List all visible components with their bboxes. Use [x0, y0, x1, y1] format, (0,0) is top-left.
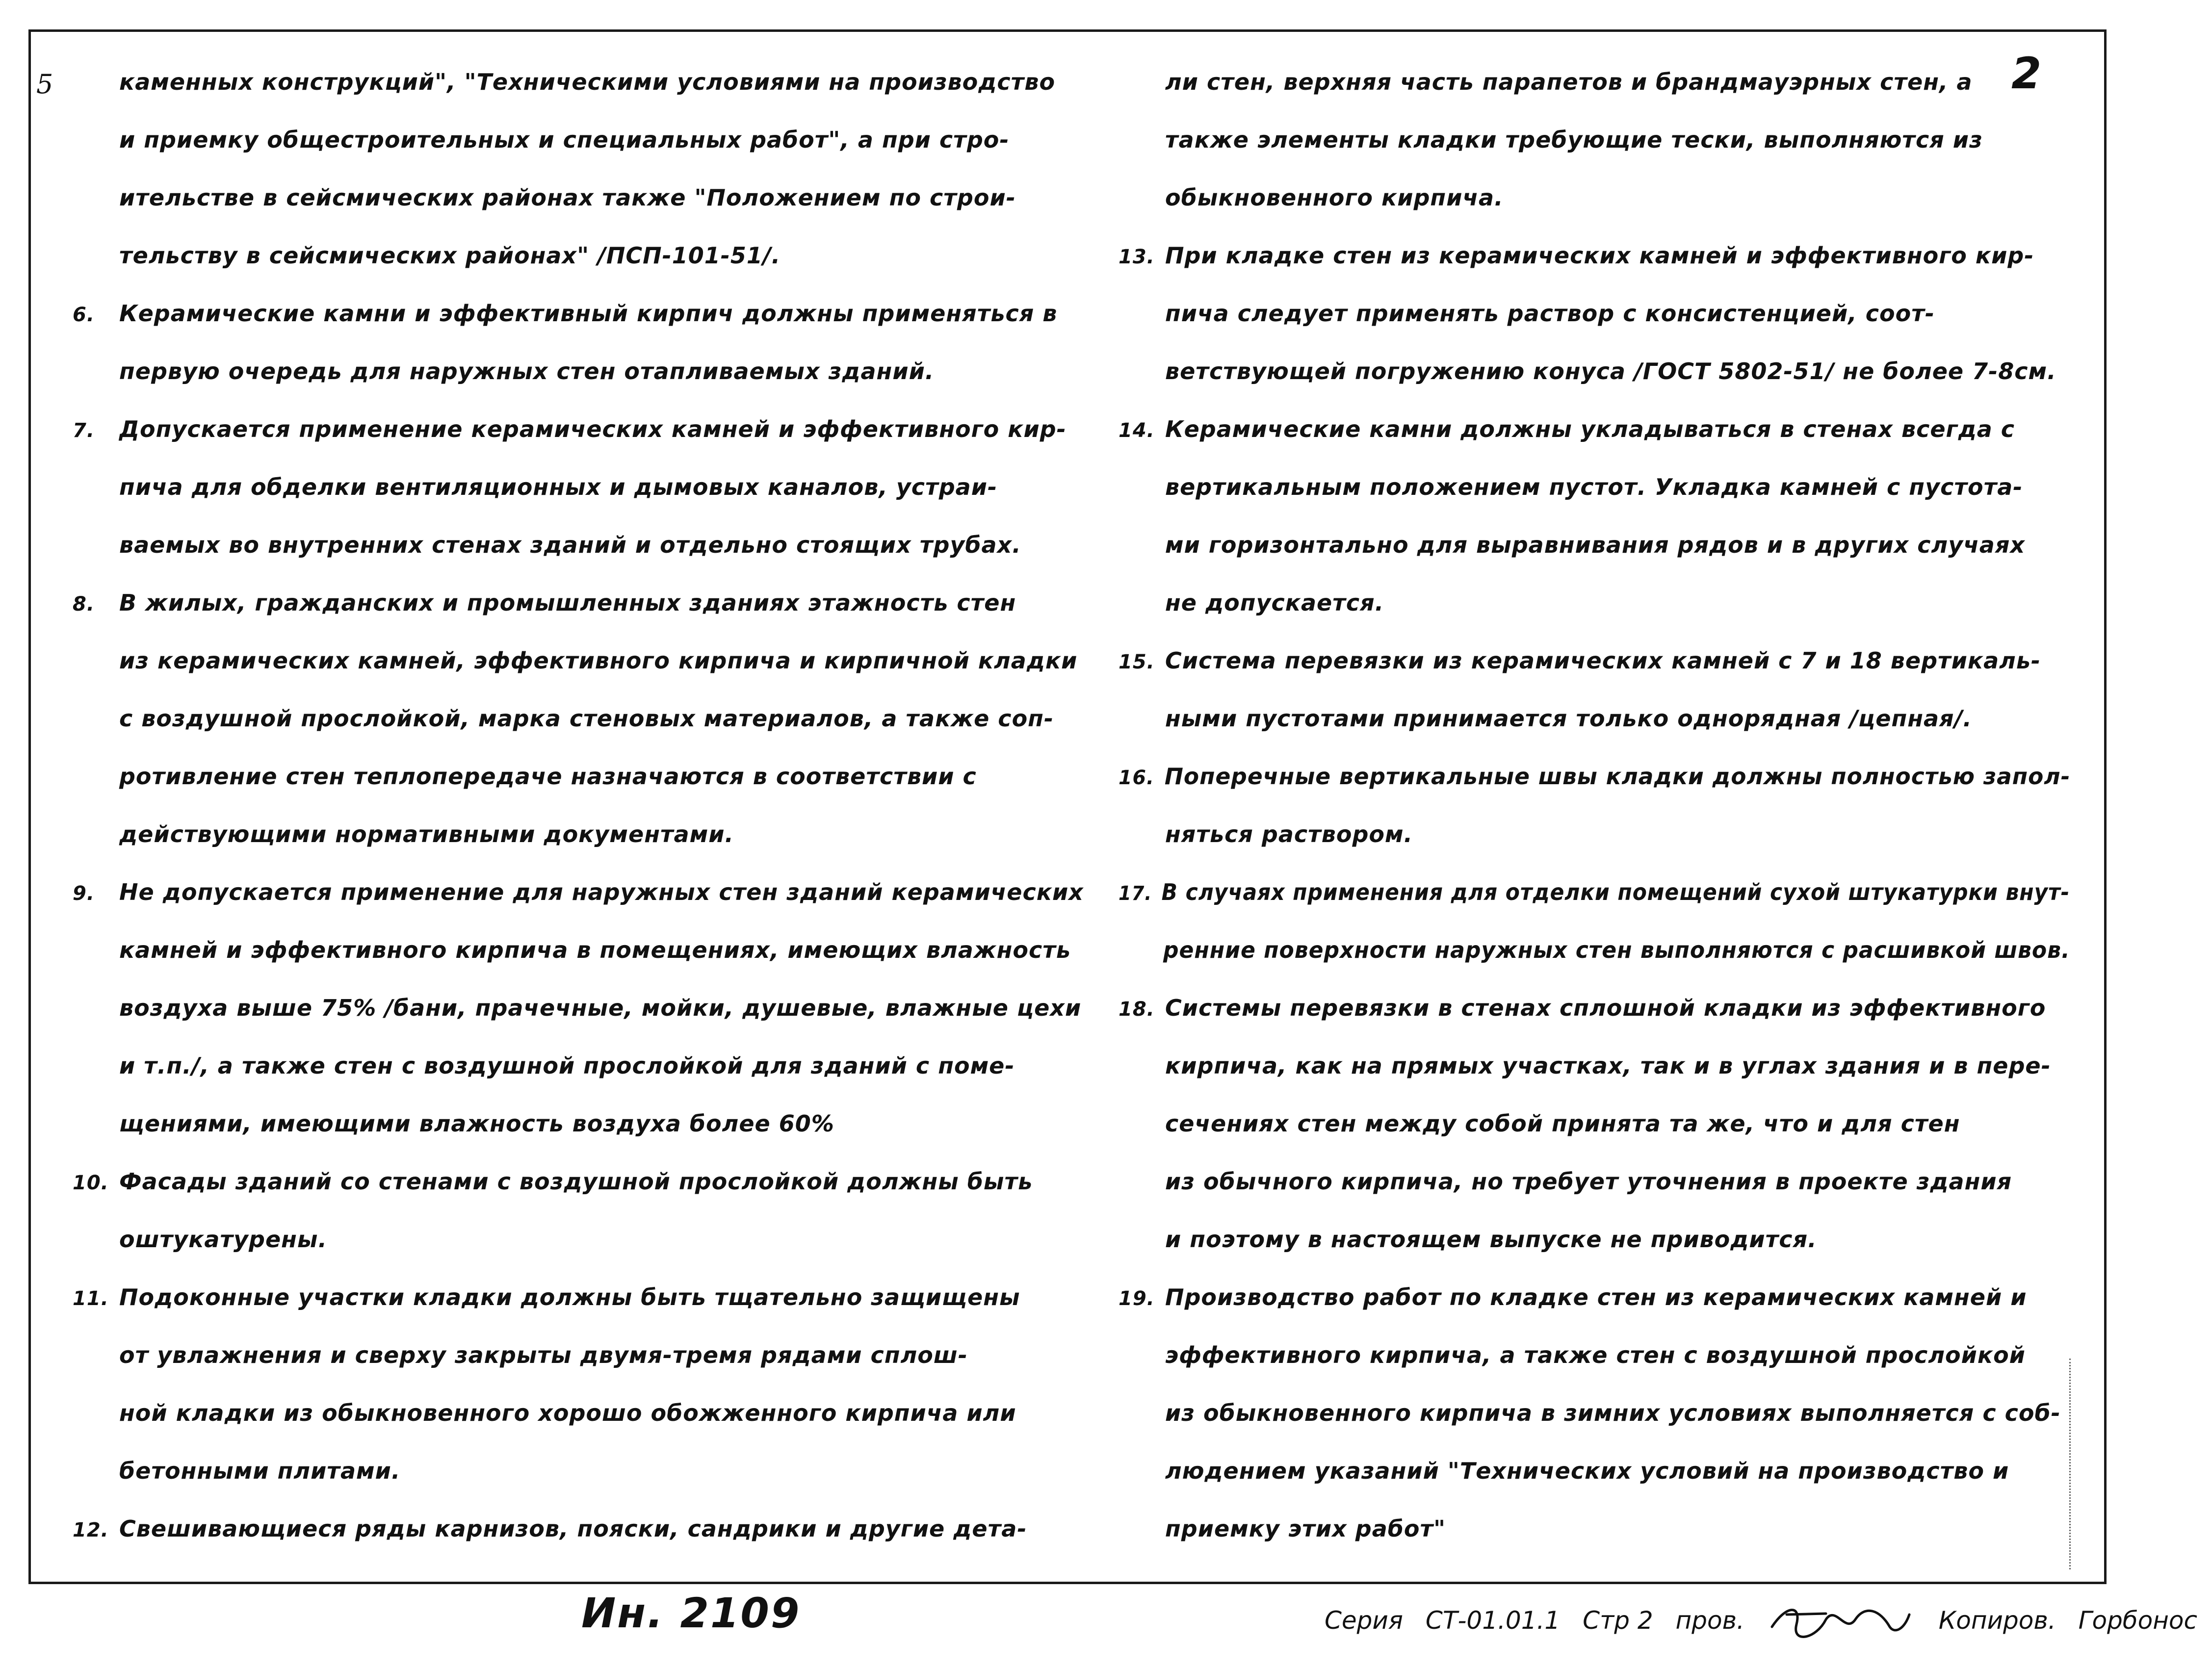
line-text: Не допускается применение для наружных стен зданий керамических	[119, 879, 1084, 905]
right-column-line	[1119, 342, 2070, 400]
line-text: Свешивающиеся ряды карнизов, пояски, сандрики и другие дета-	[119, 1515, 1027, 1542]
line-text: няться раствором.	[1165, 821, 1413, 847]
line-text: Системы перевязки в стенах сплошной кладки из эффективного	[1165, 995, 2046, 1021]
right-column-line	[1119, 53, 2070, 111]
right-column-line	[1119, 1442, 2070, 1500]
right-column-line	[1119, 1500, 2070, 1558]
line-text: Керамические камни и эффективный кирпич должны применяться в	[119, 300, 1058, 327]
right-column-line	[1119, 747, 2071, 805]
right-column-line	[1119, 169, 2070, 227]
left-column-line	[73, 1095, 1083, 1153]
title-block	[1325, 1600, 2212, 1659]
line-text: ными пустотами принимается только однорядная /цепная/.	[1165, 705, 1972, 732]
line-text: Фасады зданий со стенами с воздушной прослойкой должны быть	[119, 1168, 1033, 1195]
right-column-line	[1119, 805, 2070, 863]
left-column-line	[73, 111, 1083, 169]
left-column-line	[73, 979, 1083, 1037]
right-column-line	[1119, 111, 2070, 169]
right-column-line	[1119, 1384, 2070, 1442]
paragraph-number: 19.	[1119, 1287, 1155, 1310]
paragraph-number: 8.	[73, 593, 95, 616]
line-text: ми горизонтально для выравнивания рядов и в других случаях	[1165, 532, 2026, 558]
line-text: воздуха выше 75% /бани, прачечные, мойки, душевые, влажные цехи	[119, 995, 1082, 1021]
right-column-line	[1119, 1326, 2070, 1384]
paragraph-number: 14.	[1119, 419, 1155, 442]
right-column	[1119, 53, 2070, 1558]
left-column	[73, 53, 1083, 1558]
line-text: тельству в сейсмических районах" /ПСП-101-51/.	[119, 242, 781, 269]
left-column-line	[73, 284, 1083, 342]
left-column-line	[73, 747, 1083, 805]
line-text: и приемку общестроительных и специальных работ", а при стро-	[119, 127, 1010, 153]
line-text: эффективного кирпича, а также стен с воздушной прослойкой	[1165, 1342, 2026, 1368]
left-column-line	[73, 1500, 1083, 1558]
line-text: Производство работ по кладке стен из керамических камней и	[1165, 1284, 2027, 1310]
right-column-line	[1119, 863, 2070, 921]
copied-label: Копиров.	[1938, 1606, 2056, 1635]
inventory-number: Ин. 2109	[581, 1589, 801, 1637]
left-column-line	[73, 690, 1083, 747]
line-text: первую очередь для наружных стен отапливаемых зданий.	[119, 358, 935, 385]
line-text: и поэтому в настоящем выпуске не приводится.	[1165, 1226, 1817, 1253]
line-text: ли стен, верхняя часть парапетов и брандмауэрных стен, а	[1165, 69, 1973, 95]
line-text: не допускается.	[1165, 590, 1384, 616]
right-column-line	[1119, 632, 2070, 690]
right-column-line	[1119, 1210, 2070, 1268]
right-column-line	[1119, 1268, 2070, 1326]
sheet-page: Стр 2	[1583, 1606, 1653, 1635]
right-column-line	[1119, 284, 2070, 342]
left-column-line	[73, 1442, 1083, 1500]
line-text: также элементы кладки требующие тески, выполняются из	[1165, 127, 1983, 153]
left-column-line	[73, 516, 1083, 574]
line-text: Система перевязки из керамических камней с 7 и 18 вертикаль-	[1165, 647, 2041, 674]
left-column-line	[73, 169, 1083, 227]
line-text: ваемых во внутренних стенах зданий и отдельно стоящих трубах.	[119, 532, 1021, 558]
line-text: оштукатурены.	[119, 1226, 327, 1253]
left-column-line	[73, 921, 1083, 979]
line-text: Поперечные вертикальные швы кладки должны полностью запол-	[1164, 763, 2071, 790]
paragraph-number: 17.	[1119, 882, 1152, 905]
line-text: камней и эффективного кирпича в помещениях, имеющих влажность	[119, 937, 1071, 963]
line-text: ной кладки из обыкновенного хорошо обожженного кирпича или	[119, 1400, 1016, 1426]
left-column-line	[73, 1268, 1083, 1326]
right-column-line	[1119, 400, 2070, 458]
right-column-line	[1119, 458, 2070, 516]
paragraph-number: 15.	[1119, 651, 1155, 673]
line-text: вертикальным положением пустот. Укладка камней с пустота-	[1165, 474, 2023, 500]
left-column-line	[73, 342, 1083, 400]
line-text: При кладке стен из керамических камней и эффективного кир-	[1165, 242, 2034, 269]
checked-label: пров.	[1675, 1606, 1744, 1635]
line-text: кирпича, как на прямых участках, так и в углах здания и в пере-	[1165, 1052, 2051, 1079]
left-column-line	[73, 1326, 1083, 1384]
line-text: сечениях стен между собой принята та же, что и для стен	[1165, 1110, 1960, 1137]
paragraph-number: 11.	[73, 1287, 109, 1310]
right-column-line	[1119, 1037, 2070, 1095]
left-column-line	[73, 1384, 1083, 1442]
left-column-line	[73, 53, 1083, 111]
right-column-line	[1119, 516, 2070, 574]
paragraph-number: 9.	[73, 882, 95, 905]
checker-signature	[1767, 1600, 1914, 1644]
left-column-line	[73, 400, 1083, 458]
paragraph-number: 10.	[73, 1172, 109, 1194]
line-text: Допускается применение керамических камней и эффективного кир-	[119, 416, 1067, 442]
right-column-line	[1119, 1095, 2070, 1153]
line-text: Подоконные участки кладки должны быть тщательно защищены	[119, 1284, 1020, 1310]
left-column-line	[73, 227, 1083, 284]
right-column-line	[1119, 690, 2070, 747]
left-column-line	[73, 458, 1083, 516]
line-text: каменных конструкций", "Техническими условиями на производство	[119, 69, 1056, 95]
line-text: В жилых, гражданских и промышленных зданиях этажность стен	[119, 590, 1016, 616]
paragraph-number: 12.	[73, 1519, 109, 1541]
series-label: Серия	[1325, 1606, 1403, 1635]
line-text: ительстве в сейсмических районах также "Положением по строи-	[119, 184, 1016, 211]
right-column-line	[1119, 227, 2070, 284]
line-text: из обыкновенного кирпича в зимних условиях выполняется с соб-	[1165, 1400, 2061, 1426]
left-column-line	[73, 1153, 1083, 1210]
line-text: пича для обделки вентиляционных и дымовых каналов, устраи-	[119, 474, 998, 500]
line-text: пича следует применять раствор с консистенцией, соот-	[1165, 300, 1935, 327]
line-text: ротивление стен теплопередаче назначаются в соответствии с	[119, 763, 977, 790]
line-text: с воздушной прослойкой, марка стеновых материалов, а также соп-	[119, 705, 1054, 732]
paragraph-number: 18.	[1119, 998, 1155, 1021]
line-text: В случаях применения для отделки помещений сухой штукатурки внут-	[1161, 879, 2070, 905]
corner-mark: 5	[36, 69, 53, 100]
left-column-line	[73, 1210, 1083, 1268]
line-text: Керамические камни должны укладываться в стенах всегда с	[1165, 416, 2015, 442]
line-text: приемку этих работ"	[1165, 1515, 1446, 1542]
series-code: СТ-01.01.1	[1425, 1606, 1561, 1635]
left-column-line	[73, 574, 1083, 632]
right-column-line	[1119, 1153, 2070, 1210]
copier-name: Горбонос	[2078, 1606, 2198, 1635]
left-column-line	[73, 863, 1083, 921]
paragraph-number: 16.	[1119, 767, 1154, 789]
line-text: и т.п./, а также стен с воздушной прослойкой для зданий с поме-	[119, 1052, 1015, 1079]
line-text: от увлажнения и сверху закрыты двумя-тремя рядами сплош-	[119, 1342, 968, 1368]
line-text: из керамических камней, эффективного кирпича и кирпичной кладки	[119, 647, 1078, 674]
line-text: действующими нормативными документами.	[119, 821, 734, 847]
line-text: бетонными плитами.	[119, 1458, 401, 1484]
page-number: 2	[2011, 48, 2042, 99]
line-text: из обычного кирпича, но требует уточнения в проекте здания	[1165, 1168, 2012, 1195]
left-column-line	[73, 1037, 1083, 1095]
line-text: ренние поверхности наружных стен выполняются с расшивкой швов.	[1163, 937, 2070, 963]
line-text: людением указаний "Технических условий на производство и	[1165, 1458, 2009, 1484]
left-column-line	[73, 632, 1083, 690]
right-column-line	[1119, 574, 2070, 632]
left-column-line	[73, 805, 1083, 863]
paragraph-number: 6.	[73, 304, 95, 326]
paragraph-number: 13.	[1119, 246, 1155, 268]
paragraph-number: 7.	[73, 419, 95, 442]
line-text: обыкновенного кирпича.	[1165, 184, 1504, 211]
right-column-line	[1119, 979, 2070, 1037]
line-text: ветствующей погружению конуса /ГОСТ 5802-51/ не более 7-8см.	[1165, 358, 2056, 385]
margin-rule	[2069, 1359, 2079, 1569]
right-column-line	[1119, 921, 2070, 979]
line-text: щениями, имеющими влажность воздуха более 60%	[119, 1110, 834, 1137]
